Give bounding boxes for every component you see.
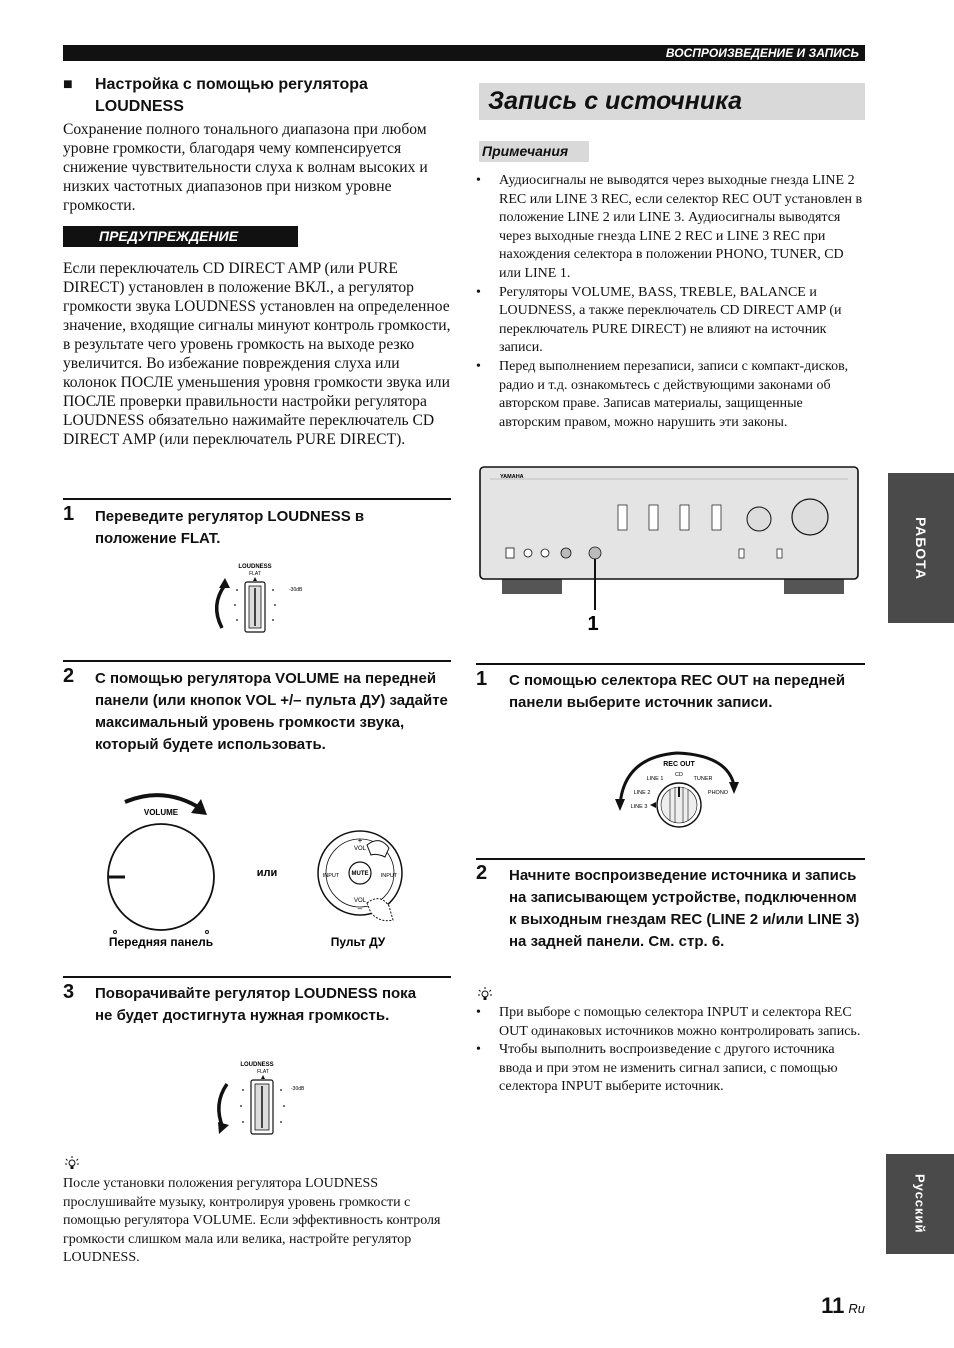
- page-title: Запись с источника: [479, 83, 865, 120]
- svg-text:–: –: [357, 904, 363, 913]
- list-item: • Регуляторы VOLUME, BASS, TREBLE, BALANCE и LOUDNESS, а также переключатель CD DIRECT AMP (и переключатель PURE DIRECT) не влияют на источник записи.: [474, 284, 866, 358]
- page-number-block: [760, 1293, 865, 1319]
- amp-callout-number: 1: [587, 613, 599, 635]
- step-number: 3: [63, 981, 75, 1003]
- rec-out-selector-figure: [612, 745, 752, 835]
- rec-out-line2: LINE 2: [633, 790, 651, 796]
- tip-lightbulb-icon: [63, 1155, 81, 1171]
- input-left-label: INPUT: [322, 873, 340, 879]
- rec-out-cd: CD: [675, 772, 683, 778]
- loudness-knob-figure: [205, 1058, 315, 1140]
- tips-list: [474, 1004, 866, 1097]
- list-item: • При выборе с помощью селектора INPUT и селектора REC OUT одинаковых источников можно контролировать запись.: [474, 1004, 866, 1041]
- step-divider: [476, 663, 865, 665]
- heading-bullet: ■: [63, 76, 73, 93]
- remote-caption: Пульт ДУ: [330, 935, 386, 949]
- loudness-knob-figure: [205, 560, 305, 640]
- step-number: 2: [476, 862, 488, 884]
- loudness-title: LOUDNESS: [238, 564, 272, 570]
- list-item: • Аудиосигналы не выводятся через выходные гнезда LINE 2 REC или LINE 3 REC, если селектор REC OUT установлен в положение LINE 2 или LINE 3. Аудиосигналы выводятся через выходные гнезда LINE 2 REC и LINE 3 REC при нахождения селектора в положении PHONO, TUNER, CD или LINE 1.: [474, 172, 866, 284]
- step-divider: [476, 858, 865, 860]
- page-lang: Ru: [848, 1301, 865, 1316]
- page-number: 11: [821, 1293, 845, 1318]
- input-right-label: INPUT: [380, 873, 398, 879]
- warning-label: ПРЕДУПРЕЖДЕНИЕ: [63, 226, 298, 247]
- step-divider: [63, 976, 451, 978]
- step-number: 1: [63, 503, 75, 525]
- list-item: • Чтобы выполнить воспроизведение с другого источника ввода и при этом не изменить сигнал записи, с помощью селектора INPUT выберите источник.: [474, 1041, 866, 1097]
- notes-label: Примечания: [479, 141, 589, 162]
- heading-text: Настройка с помощью регулятора LOUDNESS: [95, 76, 368, 115]
- step-number: 2: [63, 665, 75, 687]
- step-text: С помощью селектора REC OUT на передней панели выберите источник записи.: [509, 672, 846, 711]
- side-tab-language[interactable]: Русский: [886, 1154, 954, 1254]
- rec-out-line1: LINE 1: [646, 776, 664, 782]
- loudness-flat: FLAT: [257, 1069, 269, 1075]
- section-header-title: ВОСПРОИЗВЕДЕНИЕ И ЗАПИСЬ: [665, 46, 859, 60]
- section-header-bar: [63, 45, 865, 61]
- vol-down-label: VOL: [353, 898, 367, 904]
- step-text: Начните воспроизведение источника и запись на записывающем устройстве, подключенном к выходным гнездам REC (LINE 2 и/или LINE 3) на задней панели. См. стр. 6.: [509, 867, 860, 950]
- loudness-db: -30dB: [291, 1086, 305, 1092]
- rec-out-phono: PHONO: [707, 790, 729, 796]
- svg-text:+: +: [357, 836, 363, 845]
- amplifier-front-panel-figure: [478, 465, 862, 635]
- list-item: • Перед выполнением перезаписи, записи с компакт-дисков, радио и т.д. ознакомьтесь с действующими законами об авторском праве. Записав материалы, защищенные авторским правом, можно нарушить эти законы.: [474, 358, 866, 432]
- loudness-flat: FLAT: [249, 571, 261, 577]
- vol-up-label: VOL: [353, 846, 367, 852]
- tip-paragraph: После установки положения регулятора LOUDNESS прослушивайте музыку, контролируя уровень громкости с помощью регулятора VOLUME. Если эффективность контроля громкости слишком мала или велика, настройте регулятор LOUDNESS.: [63, 1176, 441, 1266]
- notes-list: [474, 172, 866, 432]
- rec-out-tuner: TUNER: [693, 776, 713, 782]
- front-panel-caption: Передняя панель: [108, 935, 214, 949]
- mute-label: MUTE: [351, 871, 369, 877]
- step-divider: [63, 498, 451, 500]
- step-text: Переведите регулятор LOUDNESS в положение FLAT.: [95, 508, 365, 547]
- step-divider: [63, 660, 451, 662]
- or-label: или: [256, 867, 278, 879]
- loudness-title: LOUDNESS: [240, 1062, 274, 1068]
- step-number: 1: [476, 668, 488, 690]
- volume-control-figure: [95, 785, 455, 955]
- volume-knob-label: VOLUME: [143, 808, 179, 817]
- intro-paragraph: Сохранение полного тонального диапазона при любом уровне громкости, благодаря чему компенсируется снижение чувствительности слуха к волнам высоких и низких частотных диапазонов при низком уровне громкости.: [63, 121, 428, 214]
- warning-paragraph: Если переключатель CD DIRECT AMP (или PURE DIRECT) установлен в положение ВКЛ., а регулятор громкости звука LOUDNESS установлен на определенное значение, входящие сигналы минуют контроль громкости, в результате чего уровень громкость на выходе резко увеличится. Во избежание повреждения слуха или колонок ПОСЛЕ уменьшения уровня громкости звука или ПОСЛЕ проверки правильности настройки регулятора LOUDNESS обязательно нажимайте переключатель CD DIRECT AMP (или переключатель PURE DIRECT).: [63, 260, 451, 448]
- amp-brand-label: YAMAHA: [500, 474, 524, 480]
- loudness-db: -30dB: [289, 587, 303, 593]
- tip-lightbulb-icon: [476, 986, 494, 1002]
- rec-out-line3: LINE 3: [630, 804, 648, 810]
- section-heading: [63, 74, 443, 118]
- step-text: Поворачивайте регулятор LOUDNESS пока не будет достигнута нужная громкость.: [95, 985, 417, 1024]
- step-text: С помощью регулятора VOLUME на передней панели (или кнопок VOL +/– пульта ДУ) задайте максимальный уровень громкости звука, который будете использовать.: [95, 670, 448, 753]
- side-tab-work[interactable]: РАБОТА: [888, 473, 954, 623]
- rec-out-title: REC OUT: [663, 761, 695, 768]
